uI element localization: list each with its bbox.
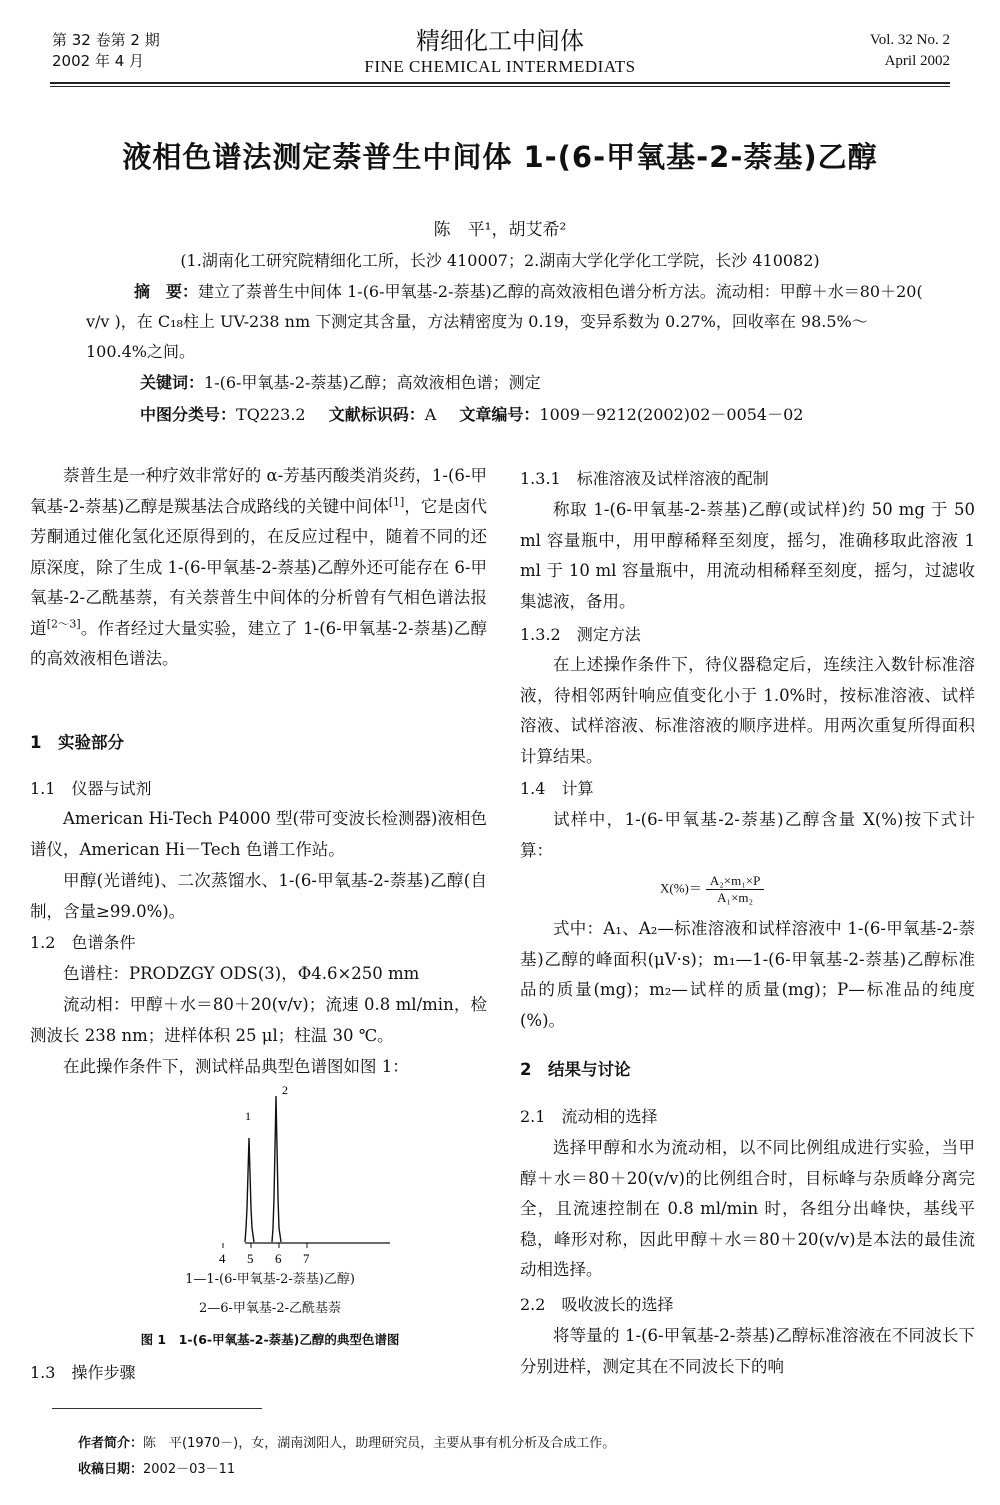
section-1-3-1-para: 称取 1-(6-甲氧基-2-萘基)乙醇(或试样)约 50 mg 于 50 ml 容量瓶中，用甲醇稀释至刻度，摇匀，准确移取此溶液 1 ml 于 10 ml 容量瓶中，用流动相稀释至刻度，摇匀，过滤收集滤液，备用。 bbox=[520, 500, 975, 611]
section-1-heading: 1 实验部分 bbox=[30, 733, 124, 752]
citation-1: [1] bbox=[388, 495, 405, 508]
author-bio bbox=[78, 1432, 615, 1451]
left-column bbox=[30, 461, 487, 675]
keywords-text: 1-(6-甲氧基-2-萘基)乙醇；高效液相色谱；测定 bbox=[204, 373, 541, 392]
header-date-en: April 2002 bbox=[884, 53, 950, 69]
classification-line bbox=[140, 402, 821, 425]
journal-name bbox=[300, 26, 700, 78]
keywords bbox=[140, 370, 541, 393]
paper-title: 液相色谱法测定萘普生中间体 1-(6-甲氧基-2-萘基)乙醇 bbox=[122, 140, 878, 174]
doc-code-label: 文献标识码： bbox=[328, 405, 425, 424]
header-date-cn: 2002 年 4 月 bbox=[52, 52, 145, 70]
tick-label-6: 6 bbox=[275, 1251, 282, 1266]
tick-label-5: 5 bbox=[247, 1251, 254, 1266]
intro-text-b: ，它是卤代芳酮通过催化氢化还原得到的，在反应过程中，随着不同的还原深度，除了生成 1-(6-甲氧基-2-萘基)乙醇外还可能存在 6-甲氧基-2-乙酰基萘，有关萘普生中间体的分析曾有气相色谱法报道 bbox=[30, 496, 487, 638]
section-2-2-para: 将等量的 1-(6-甲氧基-2-萘基)乙醇标准溶液在不同波长下分别进样，测定其在不同波长下的响 bbox=[520, 1326, 975, 1376]
column-spec: 色谱柱：PRODZGY ODS(3)，Φ4.6×250 mm bbox=[63, 964, 420, 983]
section-2-2-heading: 2.2 吸收波长的选择 bbox=[520, 1295, 674, 1314]
formula-explanation: 式中：A₁、A₂—标准溶液和试样溶液中 1-(6-甲氧基-2-萘基)乙醇的峰面积(μV·s)；m₁—1-(6-甲氧基-2-萘基)乙醇标准品的质量(mg)；m₂—试样的质量(mg)；P—标准品的纯度(%)。 bbox=[520, 919, 975, 1030]
article-number: 1009－9212(2002)02－0054－02 bbox=[539, 405, 804, 424]
formula-denominator: A₁×m₂ bbox=[717, 890, 754, 905]
header-rule-thin bbox=[50, 86, 950, 87]
header-vol-no: Vol. 32 No. 2 bbox=[869, 32, 950, 48]
header-volume-en bbox=[870, 30, 950, 72]
article-number-label: 文章编号： bbox=[459, 405, 540, 424]
section-1-4-heading: 1.4 计算 bbox=[520, 779, 594, 798]
header-rule bbox=[50, 82, 950, 84]
intro-text-c: 。作者经过大量实验，建立了 1-(6-甲氧基-2-萘基)乙醇的高效液相色谱法。 bbox=[30, 618, 487, 668]
chromatogram-figure bbox=[150, 1078, 390, 1278]
section-2-1-heading: 2.1 流动相的选择 bbox=[520, 1107, 658, 1126]
mobile-phase-spec: 流动相：甲醇＋水＝80＋20(v/v)；流速 0.8 ml/min，检测波长 238 nm；进样体积 25 μl；柱温 30 ℃。 bbox=[30, 995, 487, 1045]
peak-1-label: 1 bbox=[245, 1109, 251, 1123]
doc-code: A bbox=[424, 405, 437, 424]
clc-label: 中图分类号： bbox=[140, 405, 237, 424]
section-1-3-1-heading: 1.3.1 标准溶液及试样溶液的配制 bbox=[520, 469, 769, 488]
content-formula bbox=[660, 873, 764, 906]
formula-numerator: A₂×m₁×P bbox=[706, 873, 764, 890]
section-2-heading: 2 结果与讨论 bbox=[520, 1060, 631, 1079]
tick-label-4: 4 bbox=[219, 1251, 226, 1266]
figure-intro: 在此操作条件下，测试样品典型色谱图如图 1： bbox=[63, 1057, 409, 1076]
section-2-1-para: 选择甲醇和水为流动相，以不同比例组成进行实验，当甲醇＋水＝80＋20(v/v)的比例组合时，目标峰与杂质峰分离完全，且流速控制在 0.8 ml/min 时，各组分出峰快，基线平稳，峰形对称，因此甲醇＋水＝80＋20(v/v)是本法的最佳流动相选择。 bbox=[520, 1138, 975, 1279]
abstract-text: 建立了萘普生中间体 1-(6-甲氧基-2-萘基)乙醇的高效液相色谱分析方法。流动相：甲醇＋水＝80＋20( v/v )，在 C₁₈柱上 UV-238 nm 下测定其含量，方法精密度为 0.19，变异系数为 0.27%，回收率在 98.5%～100.4%之间。 bbox=[86, 282, 923, 361]
received-date-label: 收稿日期： bbox=[78, 1462, 144, 1477]
journal-name-cn: 精细化工中间体 bbox=[416, 27, 584, 55]
formula-lhs: X(%)＝ bbox=[660, 880, 702, 896]
intro-paragraph bbox=[30, 461, 487, 675]
clc-number: TQ223.2 bbox=[236, 405, 306, 424]
section-1-2-heading: 1.2 色谱条件 bbox=[30, 933, 136, 952]
peak-2-label: 2 bbox=[282, 1083, 288, 1097]
section-1-1-heading: 1.1 仪器与试剂 bbox=[30, 779, 152, 798]
figure-legend-2: 2—6-甲氧基-2-乙酰基萘 bbox=[199, 1301, 341, 1316]
received-date bbox=[78, 1458, 235, 1477]
authors: 陈 平¹，胡艾希² bbox=[433, 220, 567, 240]
affiliations: (1.湖南化工研究院精细化工所，长沙 410007；2.湖南大学化学化工学院，长沙 410082) bbox=[180, 251, 820, 270]
header-volume-issue: 第 32 卷第 2 期 bbox=[52, 31, 160, 49]
abstract bbox=[86, 277, 926, 367]
peak-2 bbox=[272, 1096, 281, 1242]
author-bio-label: 作者简介： bbox=[78, 1436, 144, 1451]
section-1-4-para: 试样中，1-(6-甲氧基-2-萘基)乙醇含量 X(%)按下式计算： bbox=[520, 810, 975, 860]
tick-label-7: 7 bbox=[303, 1251, 310, 1266]
author-bio-text: 陈 平(1970－)，女，湖南浏阳人，助理研究员，主要从事有机分析及合成工作。 bbox=[143, 1436, 616, 1451]
peak-1 bbox=[245, 1138, 254, 1242]
section-1-3-heading: 1.3 操作步骤 bbox=[30, 1363, 136, 1382]
intro-text-a: 萘普生是一种疗效非常好的 α-芳基丙酸类消炎药，1-(6-甲氧基-2-萘基)乙醇是羰基法合成路线的关键中间体 bbox=[30, 466, 487, 516]
keywords-label: 关键词： bbox=[140, 373, 205, 392]
section-1-1-para-a: American Hi-Tech P4000 型(带可变波长检测器)液相色谱仪，American Hi－Tech 色谱工作站。 bbox=[30, 809, 487, 859]
citation-2-3: [2～3] bbox=[46, 617, 81, 630]
formula-fraction bbox=[706, 873, 764, 906]
section-1-3-2-para: 在上述操作条件下，待仪器稳定后，连续注入数针标准溶液，待相邻两针响应值变化小于 1.0%时，按标准溶液、试样溶液、试样溶液、标准溶液的顺序进样。用两次重复所得面积计算结果。 bbox=[520, 655, 975, 766]
figure-caption: 图 1 1-(6-甲氧基-2-萘基)乙醇的典型色谱图 bbox=[140, 1332, 400, 1347]
section-1-1-para-b: 甲醇(光谱纯)、二次蒸馏水、1-(6-甲氧基-2-萘基)乙醇(自制，含量≥99.0%)。 bbox=[30, 871, 487, 921]
received-date-text: 2002－03－11 bbox=[143, 1462, 236, 1477]
figure-legend-1: 1—1-(6-甲氧基-2-萘基)乙醇) bbox=[185, 1272, 355, 1287]
section-1-3-2-heading: 1.3.2 测定方法 bbox=[520, 625, 641, 644]
abstract-label: 摘 要： bbox=[134, 282, 199, 301]
journal-name-en: FINE CHEMICAL INTERMEDIATS bbox=[364, 57, 636, 76]
footnote-rule bbox=[52, 1408, 262, 1409]
header-volume-cn bbox=[52, 30, 160, 72]
